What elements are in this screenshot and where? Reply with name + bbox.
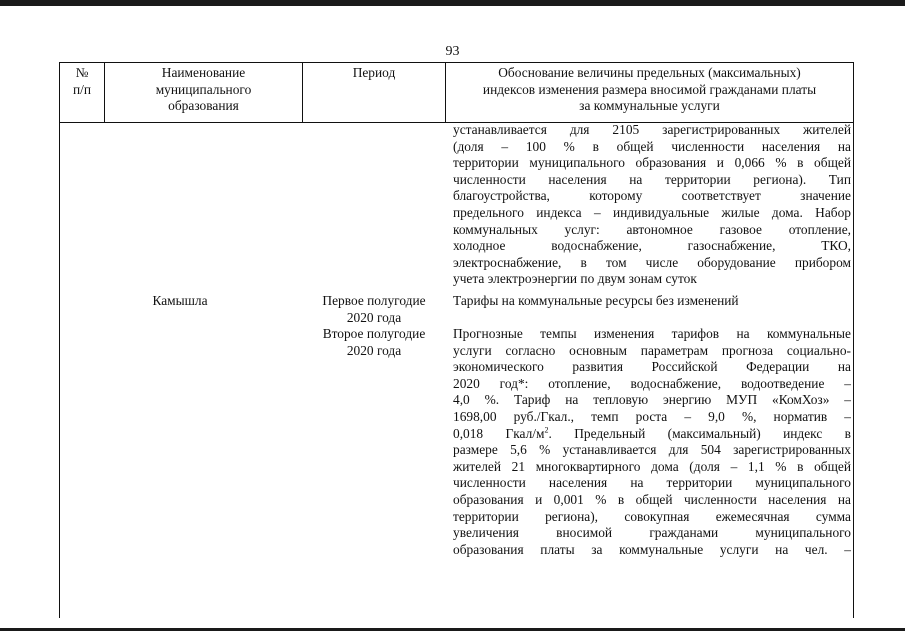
justification-first-half: Тарифы на коммунальные ресурсы без изменений: [453, 293, 739, 308]
table-right-border: [853, 62, 854, 618]
header-period: Период: [352, 65, 396, 80]
header-municipality: Наименование муниципального образования: [155, 65, 252, 114]
scan-border-bottom: [0, 628, 905, 631]
table-left-border: [59, 62, 60, 618]
table-top-border: [59, 62, 854, 63]
data-table: [59, 62, 854, 618]
period-second-half: Второе полугодие 2020 года: [322, 326, 426, 358]
header-justification: Обоснование величины предельных (максимальных) индексов изменения размера вносимой гражданами платы за коммунальные услуги: [482, 65, 817, 114]
continued-justification: устанавливается для 2105 зарегистрированных жителей (доля – 100 % в общей численности населения на территории муниципального образования и 0,066 % в общей численности населения на территории региона). Тип благоустройства, которому соответствует значение предельного индекса – индивидуальные жилые дома. Набор коммунальных услуг: автономное газовое отопление, холодное водоснабжение, газоснабжение, ТКО, электроснабжение, в том числе оборудование прибором учета электроэнергии по двум зонам суток: [453, 122, 851, 287]
scan-border-top: [0, 0, 905, 6]
line-with-superscript: 0,018 Гкал/$м^2$. Предельный (максимальный) индекс в: [453, 425, 851, 441]
period-first-half: Первое полугодие 2020 года: [322, 293, 426, 325]
justification-second-half: Прогнозные темпы изменения тарифов на коммунальные услуги согласно основным параметрам прогноза социально- экономического развития Российской Федерации на 2020 год*: отопление, водоснабжение, водоотведение – 4,0 %. Тариф на тепловую энергию МУП «КомХоз» – 1698,00 руб./Гкал., темп роста – 9,0 %, норматив – 0,018 Гкал/$м^2$. Предельный (максимальный) индекс в размере 5,6 % устанавливается для 504 зарегистрированных жителей 21 многоквартирного дома (доля – 1,1 % в общей численности населения на территории муниципального образования и 0,001 % в общей численности населения на территории региона), совокупная ежемесячная сумма увеличения вносимой гражданами муниципального образования платы за коммунальные услуги на чел. –: [453, 326, 851, 557]
header-number: № п/п: [72, 65, 92, 97]
municipality-name: Камышла: [152, 293, 208, 308]
page-number: 93: [445, 44, 460, 59]
